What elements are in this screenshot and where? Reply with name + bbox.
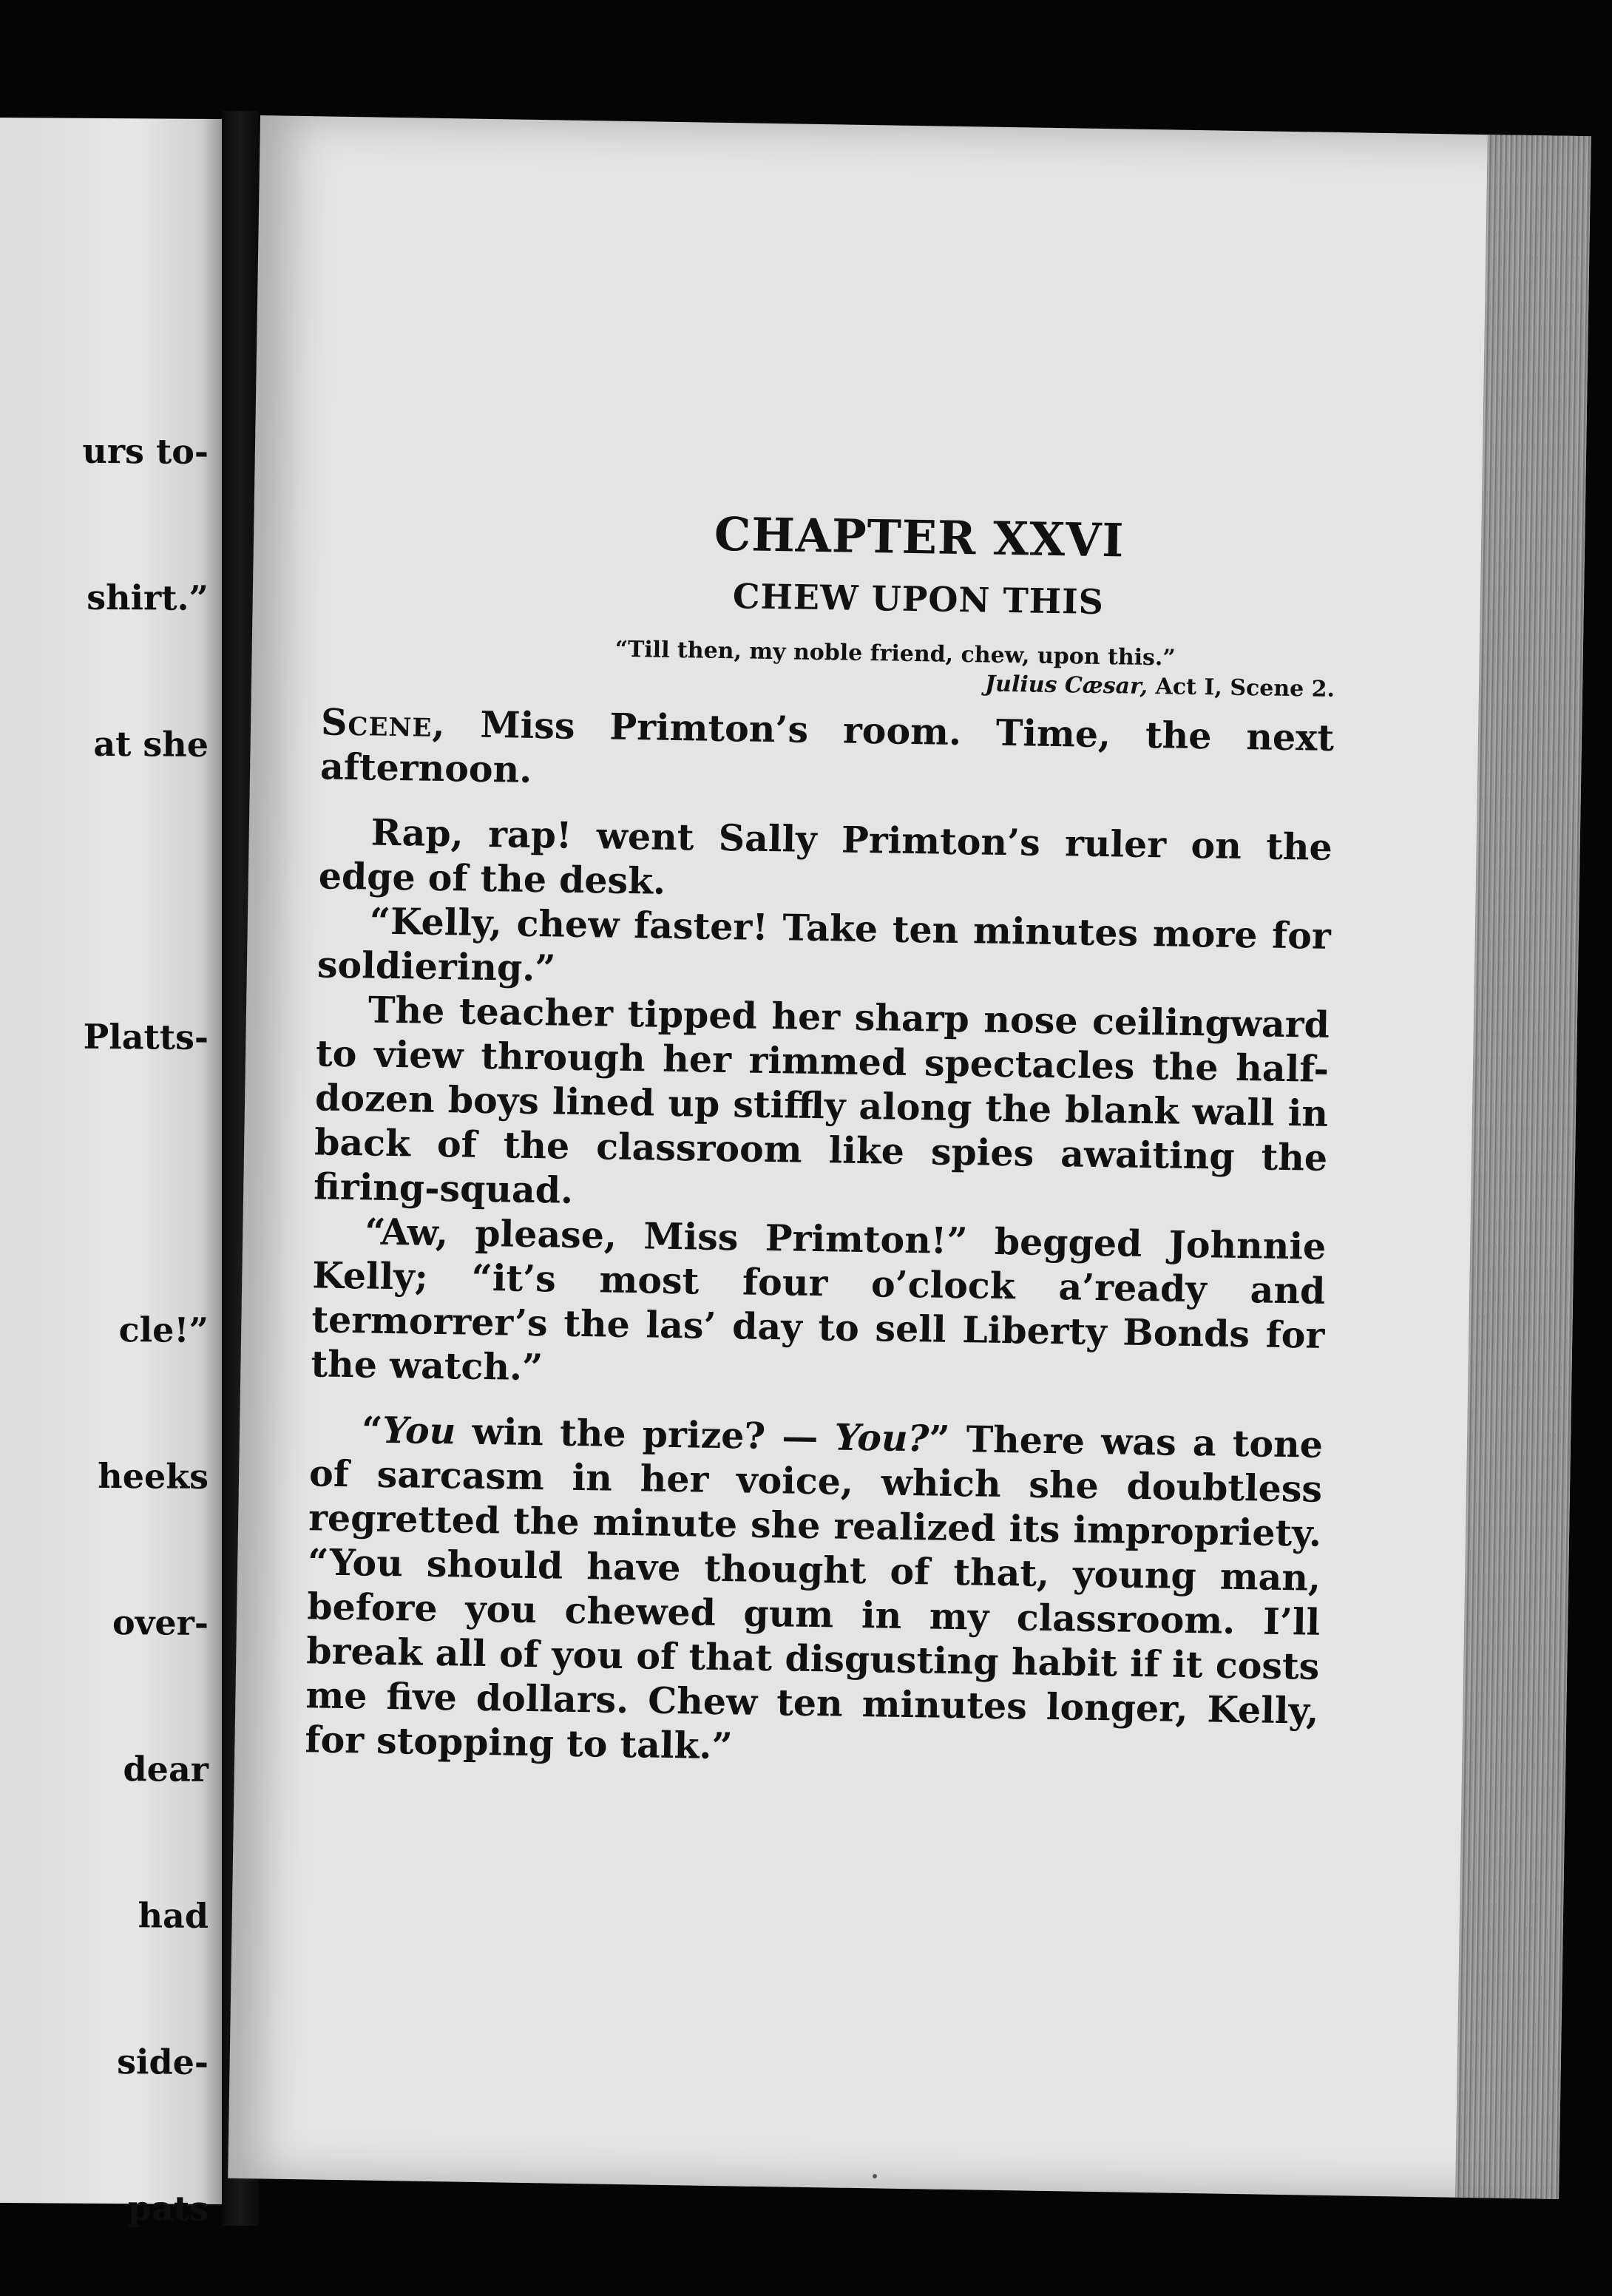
paragraph: “Aw, please, Miss Primton!” begged Johnnie Kelly; “it’s most four o’clock a’ready and termorrer’s the las’ day to sell Liberty Bonds for the watch.” xyxy=(311,1210,1327,1389)
paragraph-prize xyxy=(305,1406,1323,1777)
paragraph: “Kelly, chew faster! Take ten minutes more for soldiering.” xyxy=(316,899,1332,990)
left-line-gap xyxy=(82,1159,209,1208)
epigraph-work: Julius Cæsar, xyxy=(984,671,1148,700)
scan-speck xyxy=(873,2174,877,2178)
left-line: Platts- xyxy=(83,1016,209,1057)
prize-text: win the prize? — xyxy=(455,1409,836,1459)
paragraph: The teacher tipped her sharp nose ceilingward to view through her rimmed spectacles the half-dozen boys lined up stiffly along the blank wall in back of the classroom like spies awaiting the firing-squad. xyxy=(313,988,1330,1212)
chapter-number: CHAPTER XXVI xyxy=(714,507,1125,568)
page-text-block xyxy=(305,501,1338,1777)
current-page xyxy=(228,115,1591,2199)
left-line: heeks xyxy=(98,1455,209,1497)
left-line-gap xyxy=(82,866,209,915)
left-line: had xyxy=(138,1895,209,1936)
scene-lead: Scene, xyxy=(320,700,447,746)
left-line: over- xyxy=(112,1602,209,1643)
page-edges xyxy=(1455,135,1591,2199)
previous-page-fragment xyxy=(0,118,222,2229)
epigraph-location: Act I, Scene 2. xyxy=(1155,674,1335,702)
emphasis-you: You xyxy=(382,1408,456,1453)
left-line: urs to- xyxy=(82,430,209,472)
paragraph-scene xyxy=(320,700,1335,805)
left-line: pats xyxy=(127,2188,209,2229)
left-line: cle!” xyxy=(118,1310,209,1350)
left-line: side- xyxy=(117,2042,209,2082)
emphasis-you-question: You? xyxy=(834,1415,929,1460)
chapter-title: CHEW UPON THIS xyxy=(732,576,1105,623)
previous-page-text xyxy=(82,329,209,2296)
paragraph: Rap, rap! went Sally Primton’s ruler on the edge of the desk. xyxy=(318,810,1333,903)
epigraph-quote: “Till then, my noble friend, chew, upon this.” xyxy=(614,636,1176,671)
scene-text: Miss Primton’s room. Time, the next afternoon. xyxy=(319,702,1335,791)
left-line: at she xyxy=(93,723,209,765)
left-line: shirt.” xyxy=(87,577,209,618)
open-quote: “ xyxy=(361,1408,383,1452)
left-line: dear xyxy=(123,1749,209,1789)
prize-continued: ” There was a tone of sarcasm in her voice, which she doubtless regretted the minute she realized its impropriety. “You should have thought of that, young man, before you chewed gum in my classroom. I’ll break all of you of that disgusting habit if it costs me five dollars. Chew ten minutes longer, Kelly, for stopping to talk.” xyxy=(305,1417,1324,1768)
